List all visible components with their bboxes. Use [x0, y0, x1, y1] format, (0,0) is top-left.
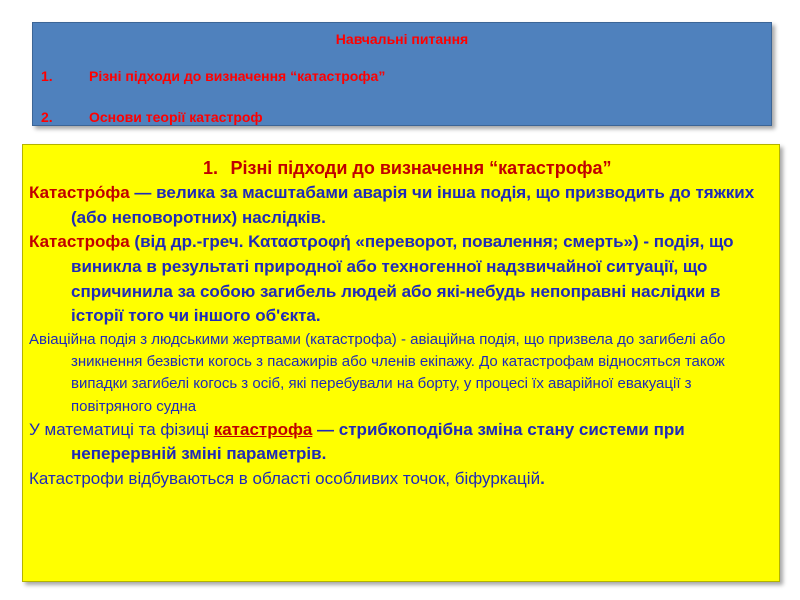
definition-2-term: Катастрофа — [29, 232, 130, 252]
definition-2-text: (від др.-греч. Καταστροφή «переворот, повалення; смерть») - подія, що виникла в результаті природної або техногенної надзвичайної ситуації, що спричинила за собою загибель людей або які-небудь непоправні наслідки в історії того чи іншого об'єкта. — [71, 232, 734, 326]
bifurcation-text: Катастрофи відбуваються в області особливих точок, біфуркацій — [29, 468, 541, 488]
math-definition — [29, 418, 773, 467]
definition-1-term: Катастро́фа — [29, 183, 130, 203]
bifurcation-note — [29, 467, 773, 492]
outline-item-number: 2. — [41, 109, 53, 125]
outline-item-number: 1. — [41, 68, 53, 84]
section-heading-number: 1. — [202, 158, 218, 178]
outline-item-2 — [41, 109, 263, 125]
aviation-definition: Авіаційна подія з людськими жертвами (катастрофа) - авіаційна подія, що призвела до загибелі або зникнення безвісти когось з пасажирів або членів екіпажу. До катастрофам відносяться також випадки загибелі когось з осіб, які перебували на борту, у процесі їх аварійної евакуації з повітряного судна — [29, 330, 726, 415]
outline-item-text: Різні підходи до визначення “катастрофа” — [89, 68, 386, 84]
bifurcation-dot: . — [540, 468, 545, 488]
outline-box — [32, 22, 772, 126]
definition-1-text: — велика за масштабами аварія чи інша подія, що призводить до тяжких (або неповоротних) наслідків. — [71, 183, 755, 227]
math-prefix: У математиці та фізиці — [29, 419, 214, 439]
section-heading-text: Різні підходи до визначення “катастрофа” — [230, 158, 612, 178]
math-term: катастрофа — [213, 419, 313, 439]
outline-title: Навчальні питання — [335, 31, 469, 47]
outline-item-text: Основи теорії катастроф — [89, 109, 263, 125]
definition-2 — [29, 230, 773, 329]
outline-item-1 — [41, 68, 385, 84]
math-text: — стрибкоподібна зміна стану системи при неперервній зміні параметрів. — [71, 419, 685, 464]
section-heading — [29, 155, 773, 181]
definition-1 — [29, 181, 773, 230]
content-box — [22, 144, 780, 582]
